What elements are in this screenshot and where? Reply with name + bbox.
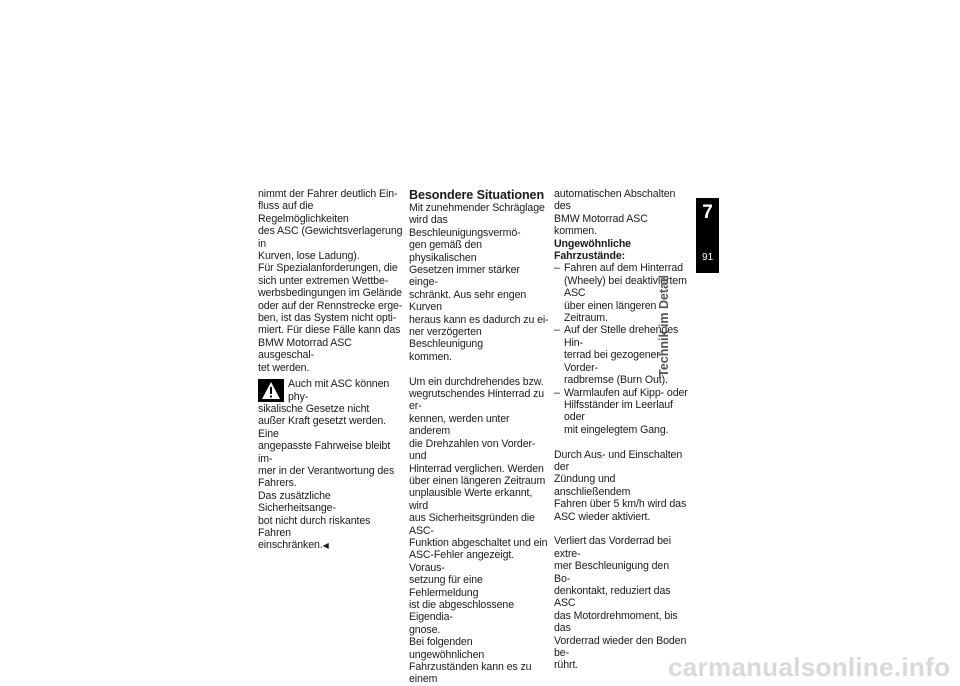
text-line: setzung für eine Fehlermeldung <box>409 574 483 599</box>
chapter-side-label <box>656 275 719 395</box>
text-line: werbsbedingungen im Gelände <box>258 287 402 300</box>
page-number: 91 <box>701 252 714 263</box>
text-line: Funktion abgeschaltet und ein <box>409 536 548 549</box>
col2-para-1 <box>409 202 549 363</box>
text-line: radbremse (Burn Out). <box>564 374 668 387</box>
chapter-number: 7 <box>702 202 713 223</box>
warning-triangle-icon <box>258 379 284 402</box>
warning-block <box>258 378 404 553</box>
text-line: Das zusätzliche Sicherheitsange- <box>258 489 336 515</box>
text-line: kommen. <box>409 350 452 363</box>
text-line: das Motordrehmoment, bis das <box>554 609 678 635</box>
col1-para-a <box>258 188 404 374</box>
col2-para-2 <box>409 376 549 686</box>
text-line: nimmt der Fahrer deutlich Ein- <box>258 188 398 200</box>
text-line: ben, ist das System nicht opti- <box>258 312 397 325</box>
text-line: heraus kann es dadurch zu ei- <box>409 313 549 326</box>
end-mark-icon: ◀ <box>322 541 329 551</box>
text-line: Ungewöhnliche <box>554 237 631 250</box>
text-line: Fahrzustände: <box>554 250 626 263</box>
text-line: gen gemäß den physikalischen <box>409 239 482 264</box>
text-line: rührt. <box>554 659 579 672</box>
column-1 <box>258 188 404 553</box>
text-line: angepasste Fahrweise bleibt im- <box>258 440 391 465</box>
text-line: bot nicht durch riskantes Fahren <box>258 514 371 539</box>
text-line: gnose. <box>409 623 441 636</box>
text-line: Kurven, lose Ladung). <box>258 250 360 263</box>
chapter-tab <box>696 198 719 273</box>
text-line: außer Kraft gesetzt werden. Eine <box>258 415 387 440</box>
text-line: ASC-Fehler angezeigt. Voraus- <box>409 549 515 574</box>
text-line: BMW Motorrad ASC ausgeschal- <box>258 336 352 362</box>
text-line: Zündung und anschließendem <box>554 473 631 498</box>
warning-text <box>258 415 404 552</box>
text-line: Gesetzen immer stärker einge- <box>409 264 520 289</box>
text-line: sich unter extremen Wettbe- <box>258 274 389 287</box>
text-line: – Auf der Stelle drehendes Hin- <box>564 324 679 349</box>
column-2 <box>409 188 549 686</box>
text-line: ner verzögerten Beschleunigung <box>409 326 483 351</box>
text-line: Hilfsständer im Leerlauf oder <box>564 398 673 424</box>
col3-para-2 <box>554 449 688 523</box>
text-line: schränkt. Aus sehr engen Kurven <box>409 288 527 314</box>
text-line: des ASC (Gewichtsverlagerung in <box>258 225 403 250</box>
text-line: wird das Beschleunigungsvermö- <box>409 214 521 239</box>
text-line: mer in der Verantwortung des <box>258 464 395 477</box>
text-line: ASC wieder aktiviert. <box>554 510 651 523</box>
text-line: miert. Für diese Fälle kann das <box>258 324 401 337</box>
text-line: aus Sicherheitsgründen die ASC- <box>409 512 535 537</box>
text-line: Für Spezialanforderungen, die <box>258 262 398 275</box>
text-line: wegrutschendes Hinterrad zu er- <box>409 388 545 413</box>
text-line: Fahrzuständen kann es zu einem <box>409 661 532 686</box>
text-line: Um ein durchdrehendes bzw. <box>409 375 544 388</box>
list-item <box>554 387 688 437</box>
text-line: sikalische Gesetze nicht <box>258 402 370 415</box>
text-line: Vorderrad wieder den Boden be- <box>554 634 687 659</box>
text-line: Verliert das Vorderrad bei extre- <box>554 535 671 560</box>
section-heading: Besondere Situationen <box>409 188 545 202</box>
text-line: Mit zunehmender Schräglage <box>409 202 545 214</box>
text-line: unplausible Werte erkannt, wird <box>409 487 533 512</box>
text-line: kennen, werden unter anderem <box>409 412 510 438</box>
chapter-title: Technik im Detail <box>656 275 671 377</box>
text-line: Hinterrad verglichen. Werden <box>409 462 544 475</box>
text-line: terrad bei gezogener Vorder- <box>564 349 660 374</box>
column-3 <box>554 188 688 672</box>
col3-subheading <box>554 238 688 263</box>
watermark: carmanualsonline.info <box>668 652 951 682</box>
text-line: Durch Aus- und Einschalten der <box>554 448 683 473</box>
text-line: mit eingelegtem Gang. <box>564 423 669 436</box>
text-line: (Wheely) bei deaktiviertem ASC <box>564 274 687 300</box>
text-line: Bei folgenden ungewöhnlichen <box>409 636 485 661</box>
text-line: einschränken.◀ <box>258 539 329 552</box>
text-line: fluss auf die Regelmöglichkeiten <box>258 200 349 225</box>
text-line: – Fahren auf dem Hinterrad <box>564 262 683 275</box>
text-line: tet werden. <box>258 361 310 374</box>
text-line: BMW Motorrad ASC kommen. <box>554 212 648 238</box>
text-line: die Drehzahlen von Vorder- und <box>409 437 536 463</box>
text-line: Fahren über 5 km/h wird das <box>554 498 687 511</box>
col3-para-a <box>554 188 688 238</box>
text-line: über einen längeren Zeitraum. <box>564 299 657 325</box>
text-line: Fahrers. <box>258 477 297 490</box>
text-line: ist die abgeschlossene Eigendia- <box>409 598 514 624</box>
text-line: automatischen Abschalten des <box>554 188 676 213</box>
text-line: über einen längeren Zeitraum <box>409 474 546 487</box>
text-line: mer Beschleunigung den Bo- <box>554 560 669 585</box>
text-line: – Warmlaufen auf Kipp- oder <box>564 386 688 399</box>
text-line: denkontakt, reduziert das ASC <box>554 584 671 610</box>
text-line: oder auf der Rennstrecke erge- <box>258 299 403 312</box>
text-line: Auch mit ASC können phy- <box>288 378 390 403</box>
